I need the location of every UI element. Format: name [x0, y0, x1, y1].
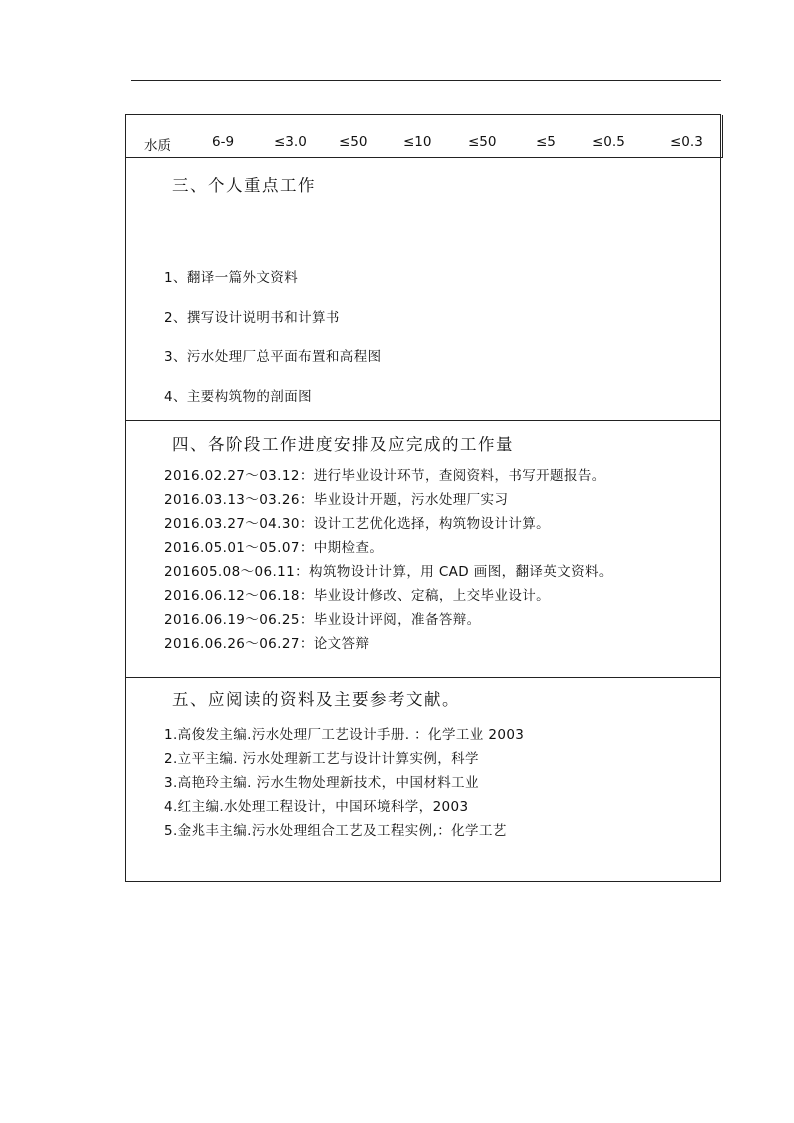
water-quality-label: 水质 — [144, 138, 171, 154]
section-title: 五、应阅读的资料及主要参考文献。 — [172, 690, 460, 709]
list-item: 4、主要构筑物的剖面图 — [164, 389, 312, 405]
list-item: 4.红主编.水处理工程设计，中国环境科学，2003 — [164, 799, 469, 815]
water-quality-value: ≤50 — [339, 134, 368, 150]
list-item: 2016.05.01～05.07：中期检查。 — [164, 540, 384, 556]
list-item: 2016.02.27～03.12：进行毕业设计环节，查阅资料，书写开题报告。 — [164, 468, 606, 484]
list-item: 1、翻译一篇外文资料 — [164, 270, 299, 286]
list-item: 5.金兆丰主编.污水处理组合工艺及工程实例,：化学工艺 — [164, 823, 507, 839]
list-item: 2016.06.19～06.25：毕业设计评阅，准备答辩。 — [164, 612, 481, 628]
water-quality-value: ≤50 — [468, 134, 497, 150]
section-title: 三、个人重点工作 — [172, 176, 316, 195]
section-title: 四、各阶段工作进度安排及应完成的工作量 — [172, 435, 514, 454]
list-item: 2016.06.26～06.27：论文答辩 — [164, 636, 370, 652]
list-item: 201605.08～06.11：构筑物设计计算，用 CAD 画图，翻译英文资料。 — [164, 564, 613, 580]
list-item: 2.立平主编. 污水处理新工艺与设计计算实例，科学 — [164, 751, 479, 767]
list-item: 1.高俊发主编.污水处理厂工艺设计手册. ：化学工业 2003 — [164, 727, 525, 743]
water-quality-value: ≤0.3 — [670, 134, 703, 150]
list-item: 3.高艳玲主编. 污水生物处理新技术，中国材料工业 — [164, 775, 479, 791]
water-quality-value: ≤0.5 — [592, 134, 625, 150]
water-quality-row — [126, 115, 723, 158]
section-references — [126, 678, 720, 882]
list-item: 2、撰写设计说明书和计算书 — [164, 310, 340, 326]
water-quality-value: ≤3.0 — [274, 134, 307, 150]
water-quality-value: ≤5 — [536, 134, 556, 150]
list-item: 2016.06.12～06.18：毕业设计修改、定稿，上交毕业设计。 — [164, 588, 551, 604]
water-quality-value: 6-9 — [212, 134, 235, 150]
list-item: 2016.03.27～04.30：设计工艺优化选择，构筑物设计计算。 — [164, 516, 551, 532]
section-schedule — [126, 421, 720, 678]
list-item: 2016.03.13～03.26：毕业设计开题，污水处理厂实习 — [164, 492, 509, 508]
list-item: 3、污水处理厂总平面布置和高程图 — [164, 349, 382, 365]
water-quality-value: ≤10 — [403, 134, 432, 150]
task-table — [125, 114, 721, 882]
section-key-work — [126, 158, 720, 421]
header-rule — [131, 80, 721, 81]
